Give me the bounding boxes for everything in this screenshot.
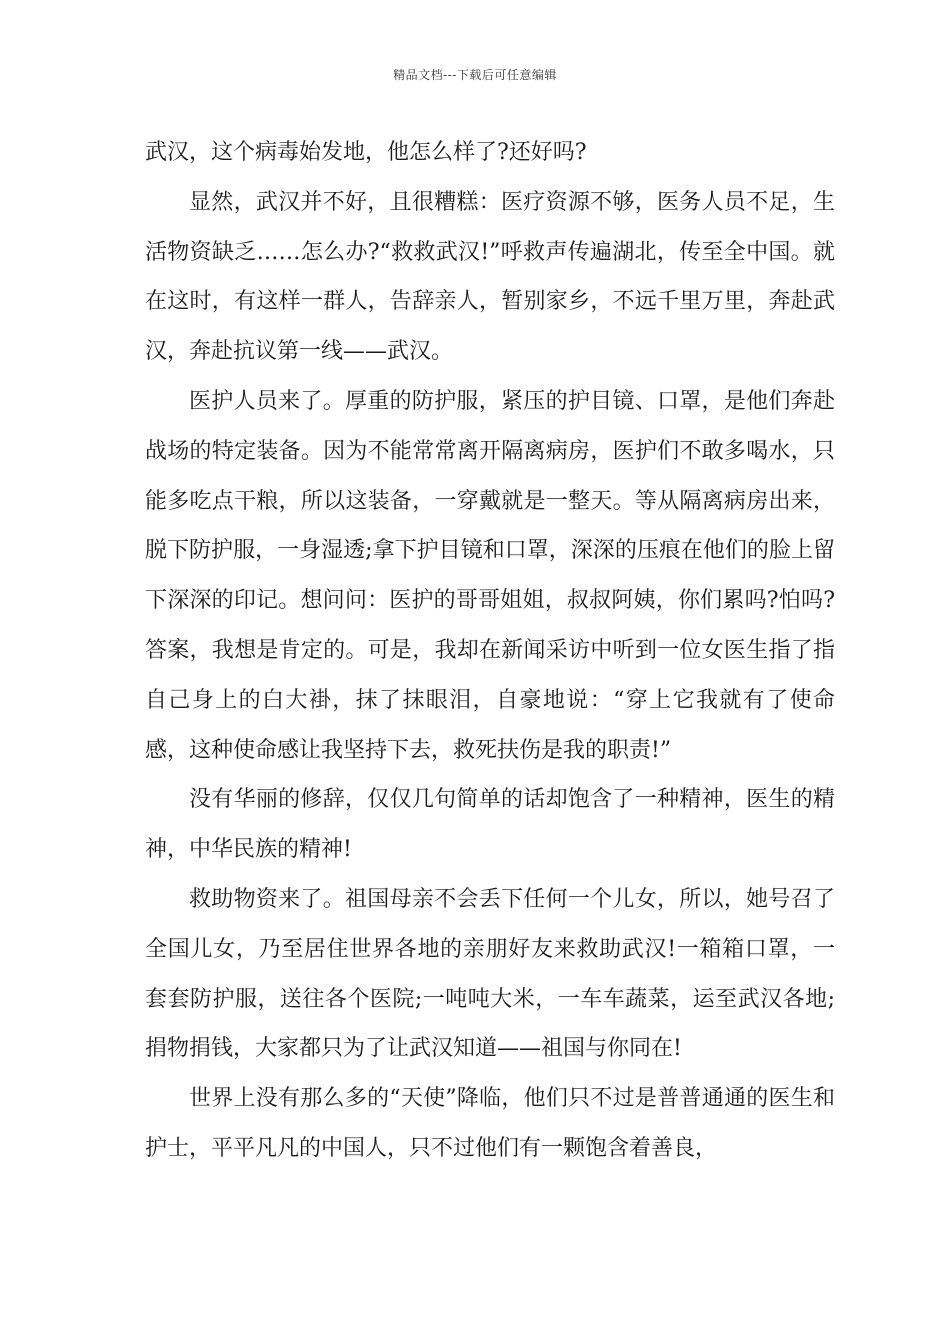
- paragraph: 世界上没有那么多的“天使”降临，他们只不过是普普通通的医生和护士，平平凡凡的中国人，只不过他们有一颗饱含着善良，: [145, 1086, 835, 1161]
- document-body: [145, 128, 835, 1174]
- paragraph: 医护人员来了。厚重的防护服，紧压的护目镜、口罩，是他们奔赴战场的特定装备。因为不能常常离开隔离病房，医护们不敢多喝水，只能多吃点干粮，所以这装备，一穿戴就是一整天。等从隔离病房出来，脱下防护服，一身湿透;拿下护目镜和口罩，深深的压痕在他们的脸上留下深深的印记。想问问：医护的哥哥姐姐，叔叔阿姨，你们累吗?怕吗?答案，我想是肯定的。可是，我却在新闻采访中听到一位女医生指了指自己身上的白大褂，抹了抹眼泪，自豪地说：“穿上它我就有了使命感，这种使命感让我坚持下去，救死扶伤是我的职责!”: [145, 388, 835, 763]
- page-header: 精品文档---下载后可任意编辑: [393, 68, 557, 82]
- paragraph: 武汉，这个病毒始发地，他怎么样了?还好吗?: [145, 140, 587, 165]
- paragraph: 显然，武汉并不好，且很糟糕：医疗资源不够，医务人员不足，生活物资缺乏……怎么办?“救救武汉!”呼救声传遍湖北，传至全中国。就在这时，有这样一群人，告辞亲人，暂别家乡，不远千里万里，奔赴武汉，奔赴抗议第一线——武汉。: [145, 189, 835, 365]
- paragraph: 救助物资来了。祖国母亲不会丢下任何一个儿女，所以，她号召了全国儿女，乃至居住世界各地的亲朋好友来救助武汉!一箱箱口罩，一套套防护服，送往各个医院;一吨吨大米，一车车蔬菜，运至武汉各地;捐物捐钱，大家都只为了让武汉知道——祖国与你同在!: [145, 886, 835, 1062]
- paragraph: 没有华丽的修辞，仅仅几句简单的话却饱含了一种精神，医生的精神，中华民族的精神!: [145, 787, 835, 863]
